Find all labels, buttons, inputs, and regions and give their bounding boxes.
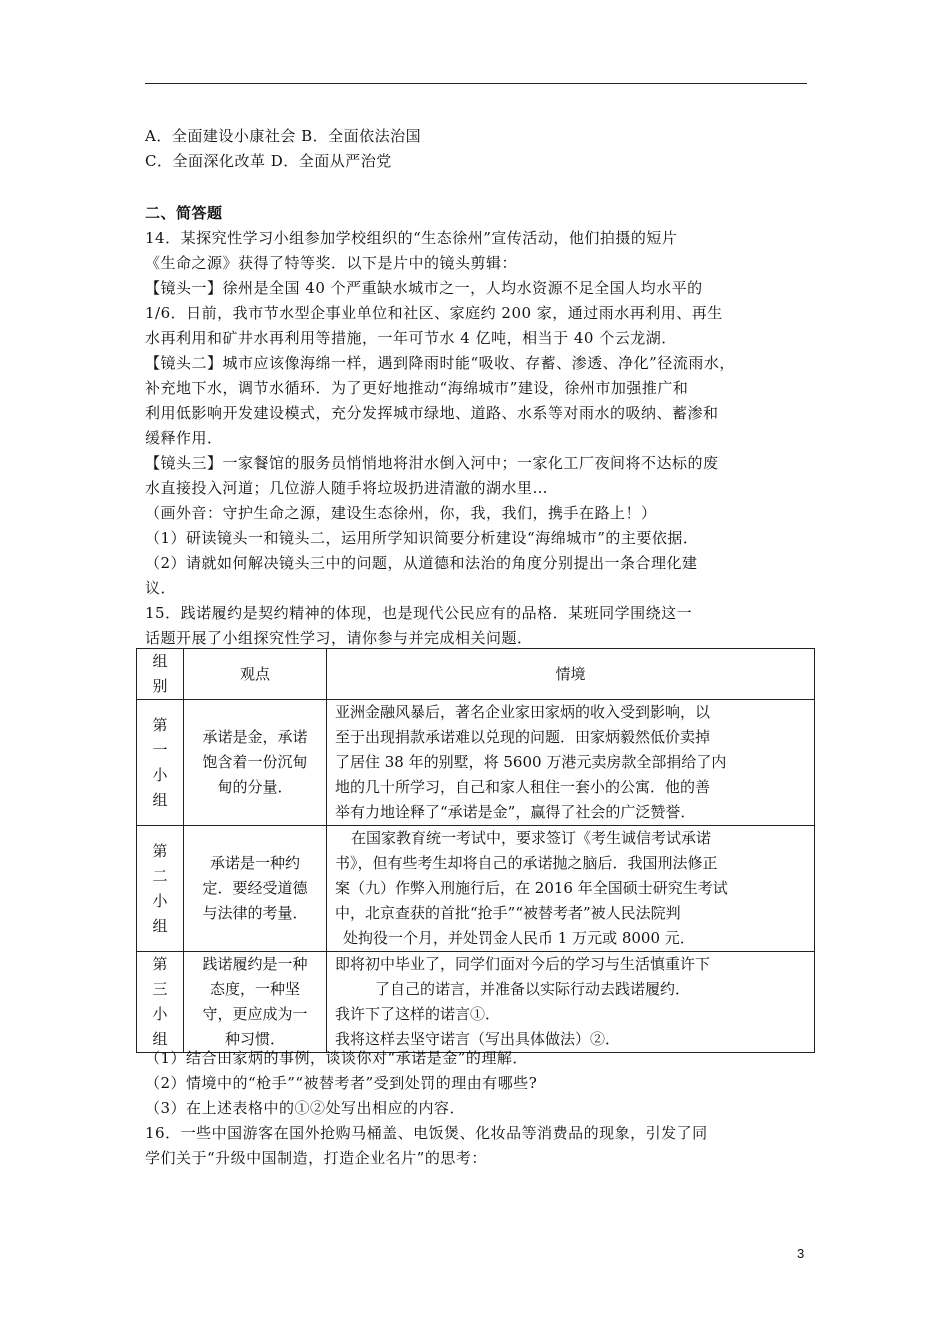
group-char: 二 (152, 866, 168, 885)
table-row (137, 952, 815, 1053)
header-group (137, 649, 184, 700)
context-line: 我将这样去坚守诺言（写出具体做法）②． (335, 1030, 621, 1048)
context-line: 中，北京查获的首批“抢手”“被替考者”被人民法院判 (335, 904, 681, 922)
view-line: 饱含着一份沉甸 (202, 753, 308, 771)
q15-table (136, 648, 815, 1053)
view-line: 与法律的考量． (202, 904, 308, 922)
context-line: 至于出现捐款承诺难以兑现的问题．田家炳毅然低价卖掉 (335, 728, 711, 746)
context-line: 举有力地诠释了“承诺是金”，赢得了社会的广泛赞誉． (335, 803, 696, 821)
page-number: 3 (797, 1246, 805, 1261)
q14-line: （1）研读镜头一和镜头二，运用所学知识简要分析建设“海绵城市”的主要依据． (145, 529, 699, 547)
context-line: 处拘役一个月，并处罚金人民币 1 万元或 8000 元． (343, 929, 695, 947)
group-char: 小 (152, 1005, 168, 1023)
q14-line: 1/6．日前，我市节水型企事业单位和社区、家庭约 200 家，通过雨水再利用、再生 (145, 304, 723, 322)
q14-line: 缓释作用． (145, 429, 223, 447)
context-line: 书》，但有些考生却将自己的承诺抛之脑后．我国刑法修正 (335, 854, 718, 872)
q14-line: 水直接投入河道；几位游人随手将垃圾扔进清澈的湖水里… (145, 479, 549, 497)
header-context: 情境 (327, 649, 815, 700)
group-cell (137, 952, 184, 1053)
q16-line: 学们关于“升级中国制造，打造企业名片”的思考： (145, 1149, 487, 1167)
group-cell (137, 700, 184, 826)
view-line: 态度，一种坚 (209, 980, 300, 998)
table-header-row (137, 649, 815, 700)
view-cell (184, 952, 327, 1053)
section-title: 二、简答题 (145, 204, 223, 222)
context-cell (327, 700, 815, 826)
view-line: 定．要经受道德 (202, 879, 308, 897)
view-line: 践诺履约是一种 (202, 955, 308, 973)
group-char: 组 (152, 1030, 168, 1048)
q16-line: 16．一些中国游客在国外抢购马桶盖、电饭煲、化妆品等消费品的现象，引发了同 (145, 1124, 708, 1142)
q14-line: 【镜头一】徐州是全国 40 个严重缺水城市之一，人均水资源不足全国人均水平的 (145, 279, 703, 297)
q15-question-line: （3）在上述表格中的①②处写出相应的内容． (145, 1099, 466, 1117)
context-line: 在国家教育统一考试中，要求签订《考生诚信考试承诺 (351, 829, 712, 847)
q15-question-line: （2）情境中的“枪手”“被替考者”受到处罚的理由有哪些? (145, 1074, 538, 1092)
group-char: 组 (152, 790, 168, 809)
header-view: 观点 (184, 649, 327, 700)
q14-line: 14．某探究性学习小组参加学校组织的“生态徐州”宣传活动，他们拍摄的短片 (145, 229, 678, 247)
q14-line: 【镜头二】城市应该像海绵一样，遇到降雨时能“吸收、存蓄、渗透、净化”径流雨水， (145, 354, 735, 372)
q14-line: 《生命之源》获得了特等奖．以下是片中的镜头剪辑： (145, 254, 518, 272)
header-rule (145, 83, 807, 84)
view-line: 甸的分量． (217, 778, 293, 796)
view-line: 承诺是一种约 (209, 854, 300, 872)
group-cell (137, 826, 184, 952)
table-row (137, 826, 815, 952)
q15-question-line: （1）结合田家炳的事例，谈谈你对“承诺是金”的理解． (145, 1049, 528, 1067)
group-char: 组 (152, 916, 168, 935)
context-line: 案（九）作弊入刑施行后，在 2016 年全国硕士研究生考试 (335, 879, 728, 897)
context-line: 亚洲金融风暴后，著名企业家田家炳的收入受到影响，以 (335, 703, 711, 721)
q14-line: （2）请就如何解决镜头三中的问题，从道德和法治的角度分别提出一条合理化建 (145, 554, 698, 572)
group-char: 三 (152, 980, 168, 998)
view-cell (184, 700, 327, 826)
view-line: 守，更应成为一 (202, 1005, 308, 1023)
context-line: 了居住 38 年的别墅，将 5600 万港元卖房款全部捐给了内 (335, 753, 727, 771)
header-group-char: 组 (152, 652, 168, 670)
group-char: 一 (152, 740, 168, 759)
q15-intro-line: 15．践诺履约是契约精神的体现，也是现代公民应有的品格．某班同学围绕这一 (145, 604, 693, 622)
option-line: C．全面深化改革 D．全面从严治党 (145, 152, 392, 170)
group-char: 小 (152, 891, 168, 910)
option-line: A．全面建设小康社会 B．全面依法治国 (145, 127, 422, 145)
context-cell (327, 952, 815, 1053)
group-char: 第 (152, 955, 168, 973)
q14-line: （画外音：守护生命之源，建设生态徐州，你，我，我们，携手在路上！） (145, 504, 657, 522)
context-line: 地的几十所学习，自己和家人租住一套小的公寓．他的善 (335, 778, 711, 796)
table-row (137, 700, 815, 826)
view-line: 种习惯． (224, 1030, 285, 1048)
group-char: 第 (152, 715, 168, 734)
view-cell (184, 826, 327, 952)
context-cell (327, 826, 815, 952)
context-line: 我许下了这样的诺言①． (335, 1005, 501, 1023)
q14-line: 水再利用和矿井水再利用等措施，一年可节水 4 亿吨，相当于 40 个云龙湖． (145, 329, 677, 347)
group-char: 小 (152, 765, 168, 784)
q14-line: 议． (145, 579, 177, 597)
q15-intro-line: 话题开展了小组探究性学习，请你参与并完成相关问题． (145, 629, 533, 647)
context-line: 了自己的诺言，并准备以实际行动去践诺履约． (375, 980, 691, 998)
q14-line: 补充地下水，调节水循环．为了更好地推动“海绵城市”建设，徐州市加强推广和 (145, 379, 689, 397)
view-line: 承诺是金，承诺 (202, 728, 308, 746)
context-line: 即将初中毕业了，同学们面对今后的学习与生活慎重许下 (335, 955, 711, 973)
q14-line: 【镜头三】一家餐馆的服务员悄悄地将泔水倒入河中；一家化工厂夜间将不达标的废 (145, 454, 719, 472)
q14-line: 利用低影响开发建设模式，充分发挥城市绿地、道路、水系等对雨水的吸纳、蓄渗和 (145, 404, 719, 422)
group-char: 第 (152, 841, 168, 860)
header-group-char: 别 (152, 677, 168, 695)
